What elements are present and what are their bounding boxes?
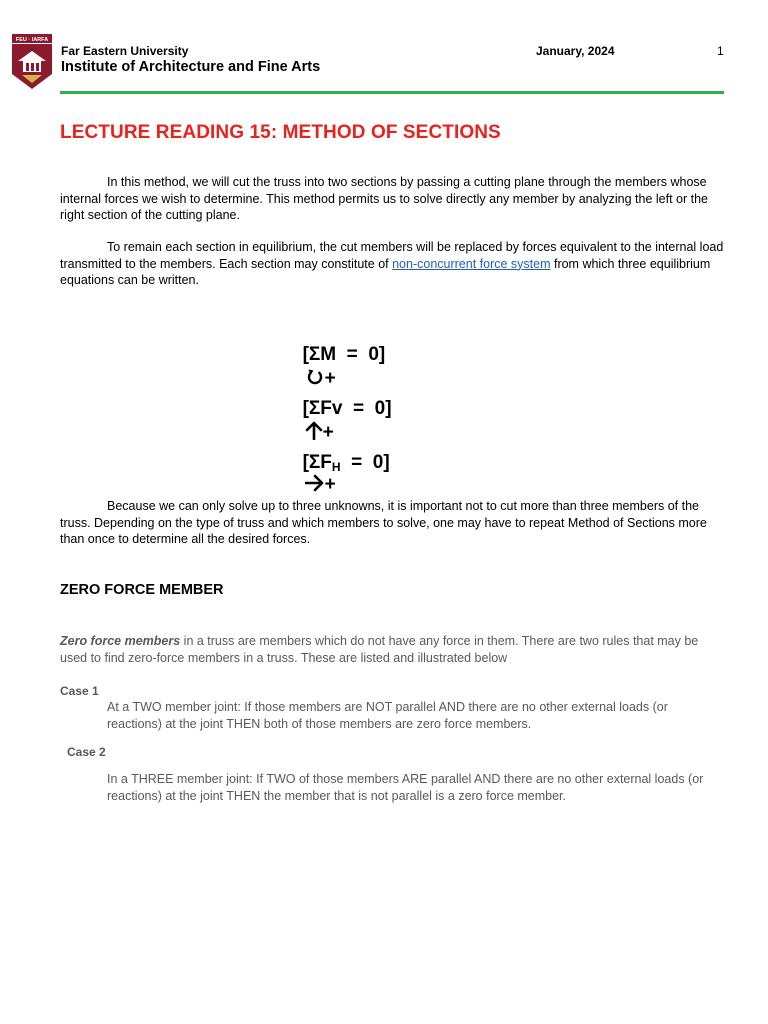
equation-horizontal-subscript: H <box>331 460 341 474</box>
after-equations-text: Because we can only solve up to three unknowns, it is important not to cut more than three members of the truss. Depending on the type of truss and which members to solve, one may have to repeat Method of Sections more than once to determine all the desired forces. <box>60 499 707 546</box>
equation-vertical-plus: + <box>322 422 334 443</box>
equation-horizontal-suffix: = 0] <box>340 452 390 473</box>
case-2-label: Case 2 <box>67 745 106 759</box>
intro-paragraph-1-text: In this method, we will cut the truss into two sections by passing a cutting plane through the members whose internal forces we wish to determine. This method permits us to solve directly any member by analyzing the left or the right section of the cutting plane. <box>60 175 708 222</box>
equation-horizontal-plus: + <box>324 474 336 495</box>
header-divider <box>60 91 724 94</box>
institution-name: Far Eastern University <box>61 44 189 58</box>
zero-force-heading: ZERO FORCE MEMBER <box>60 582 224 598</box>
intro-paragraph-1 <box>60 174 726 224</box>
equation-moment-text: [ΣM = 0] <box>302 344 386 365</box>
non-concurrent-force-system-link[interactable]: non-concurrent force system <box>392 256 551 271</box>
logo-badge-text: FEU · IARFA <box>15 37 49 43</box>
case-1-label: Case 1 <box>60 684 99 698</box>
case-2-text: In a THREE member joint: If TWO of those members ARE parallel AND there are no other external loads (or reactions) at the joint THEN the member that is not parallel is a zero force member. <box>107 772 704 803</box>
department-name: Institute of Architecture and Fine Arts <box>61 59 321 75</box>
equation-horizontal-prefix: [ΣF <box>302 452 332 473</box>
zero-force-intro <box>60 633 726 666</box>
zero-force-intro-text: in a truss are members which do not have any force in them. There are two rules that may be used to find zero-force members in a truss. These are listed and illustrated below <box>60 634 699 665</box>
equation-vertical-text: [ΣFv = 0] <box>302 398 392 419</box>
header-date: January, 2024 <box>536 44 615 58</box>
lecture-title: LECTURE READING 15: METHOD OF SECTIONS <box>60 122 501 143</box>
equation-moment-plus: + <box>324 368 336 389</box>
page-header <box>0 0 768 96</box>
intro-paragraph-2 <box>60 239 726 289</box>
zero-force-term: Zero force members <box>60 634 181 648</box>
equation-horizontal <box>292 430 390 496</box>
case-1-text: At a TWO member joint: If those members are NOT parallel AND there are no other external loads (or reactions) at the joint THEN both of those members are zero force members. <box>107 700 668 731</box>
page-number: 1 <box>717 44 724 58</box>
after-equations-paragraph <box>60 498 726 548</box>
university-logo <box>12 34 52 90</box>
arrow-right-icon <box>305 474 325 492</box>
intro-paragraph-2-text-before: To remain each section in equilibrium, the cut members will be replaced by forces equivalent to the internal load transmitted to the members. Each section may constitute of <box>60 240 724 271</box>
intro-paragraph-2-text-after: from which three equilibrium equations can be written. <box>60 256 711 287</box>
